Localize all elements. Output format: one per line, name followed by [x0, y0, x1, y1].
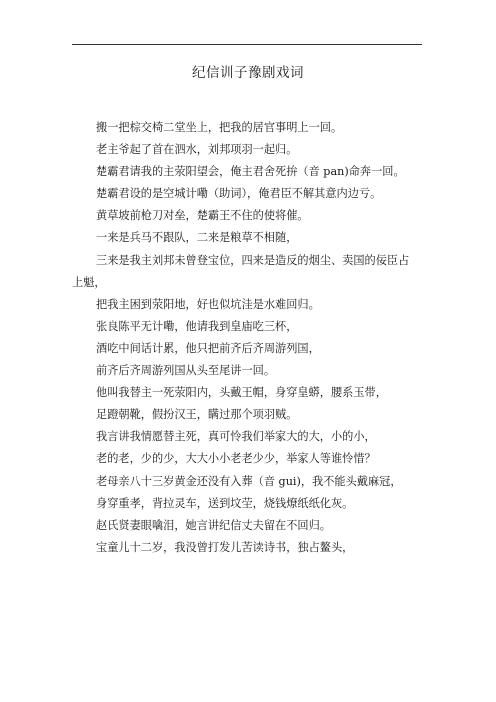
header-rule: [72, 44, 422, 45]
text-line: 张良陈平无计嘞，他请我到皇庙吃三杯，: [96, 319, 298, 333]
text-line: 赵氏贤妻眼噙泪，她言讲纪信丈夫留在不回归。: [96, 518, 331, 532]
text-line: 一来是兵马不跟队，二来是粮草不相随，: [96, 231, 298, 245]
text-line: 足蹬朝靴，假扮汉王，瞒过那个项羽贼。: [96, 408, 298, 422]
text-line: 宝童儿十二岁，我没曾打发儿苦读诗书，独占鳌头，: [96, 540, 354, 554]
text-line: 搬一把棕交椅二堂坐上，把我的居官事明上一回。: [96, 121, 343, 134]
document-body: [72, 117, 424, 559]
text-line: 他叫我替主一死荥阳内，头戴王帽，身穿皇蟒，腰系玉带，: [96, 386, 387, 400]
text-line: 前齐后齐周游列国从头至尾讲一回。: [96, 364, 276, 378]
text-line: 身穿重孝，背拉灵车，送到坟茔，烧钱燎纸纸化灰。: [96, 496, 354, 510]
text-line: 老主爷起了首在泗水，刘邦项羽一起归。: [96, 143, 298, 157]
text-line: 老的老，少的少，大大小小老老少少，举家人等谁怜惜？: [96, 452, 376, 466]
text-line: 我言讲我情愿替主死，真可怜我们举家大的大，小的小，: [96, 430, 376, 444]
text-line: 上魁，: [72, 275, 106, 289]
text-line: 把我主困到荥阳地，好也似坑洼是水难回归。: [96, 297, 320, 311]
text-line: 黄草坡前枪刀对垒，楚霸王不住的使将催。: [96, 209, 309, 223]
text-line: 酒吃中间话计累，他只把前齐后齐周游列国，: [96, 341, 320, 355]
document-title: 纪信训子豫剧戏词: [192, 65, 304, 81]
text-line: 楚霸君请我的主荥阳望会，俺主君舍死拚（音 pan)命奔一回。: [96, 165, 405, 179]
text-line: 老母亲八十三岁黄金还没有入葬（音 gui)，我不能头戴麻冠，: [96, 474, 402, 488]
text-line: 三来是我主刘邦未曾登宝位，四来是造反的烟尘、卖国的佞臣占: [96, 253, 410, 267]
text-line: 楚霸君设的是空城计嘞（助词），俺君臣不解其意内边亏。: [96, 187, 382, 201]
